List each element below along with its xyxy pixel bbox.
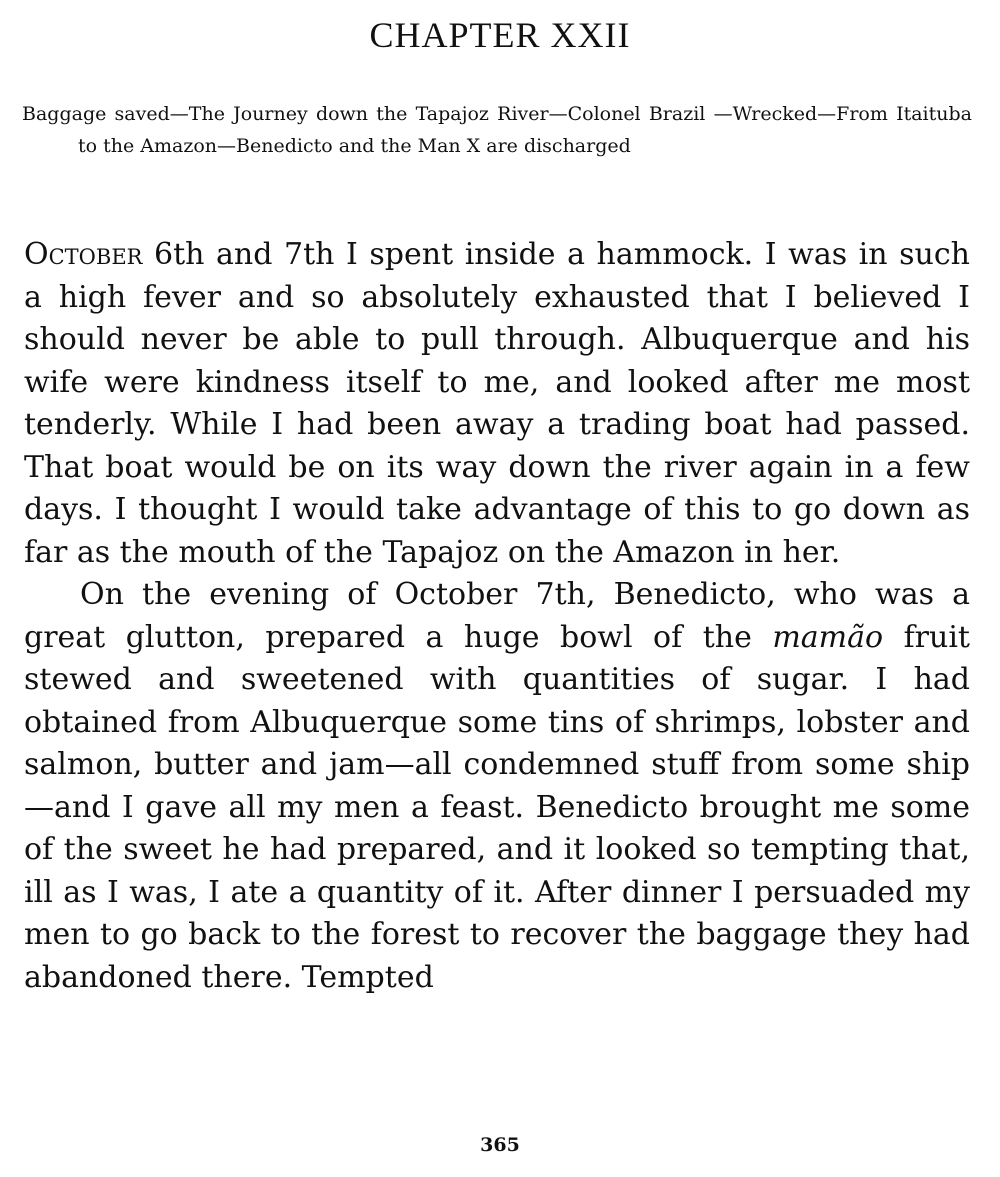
- page-number: 365: [480, 1134, 520, 1156]
- paragraph-1-lead: October: [24, 237, 143, 272]
- paragraph-2-before: On the evening of October 7th, Benedicto, who was a great glutton, prepared a huge bowl of the: [24, 577, 970, 655]
- paragraph-1-text: 6th and 7th I spent inside a hammock. I was in such a high fever and so absolutely exhausted that I believed I should never be able to pull through. Albuquerque and his wife were kindness itself to me, and looked after me most tenderly. While I had been away a trading boat had passed. That boat would be on its way down the river again in a few days. I thought I would take advantage of this to go down as far as the mouth of the Tapajoz on the Amazon in her.: [24, 237, 970, 570]
- paragraph-2-after: fruit stewed and sweetened with quantities of sugar. I had obtained from Albuquerque some tins of shrimps, lobster and salmon, butter and jam—all condemned stuff from some ship—and I gave all my men a feast. Benedicto brought me some of the sweet he had prepared, and it looked so tempting that, ill as I was, I ate a quantity of it. After dinner I persuaded my men to go back to the forest to recover the baggage they had abandoned there. Tempted: [24, 619, 970, 995]
- chapter-title: CHAPTER XXII: [369, 15, 631, 55]
- body-text: [24, 234, 970, 999]
- paragraph-2-italic: mamão: [772, 619, 884, 655]
- chapter-summary: Baggage saved—The Journey down the Tapajoz River—Colonel Brazil —Wrecked—From Itaituba to the Amazon—Benedicto and the Man X are discharged: [22, 103, 972, 157]
- paragraph-2: [24, 574, 970, 999]
- paragraph-1: [24, 234, 970, 574]
